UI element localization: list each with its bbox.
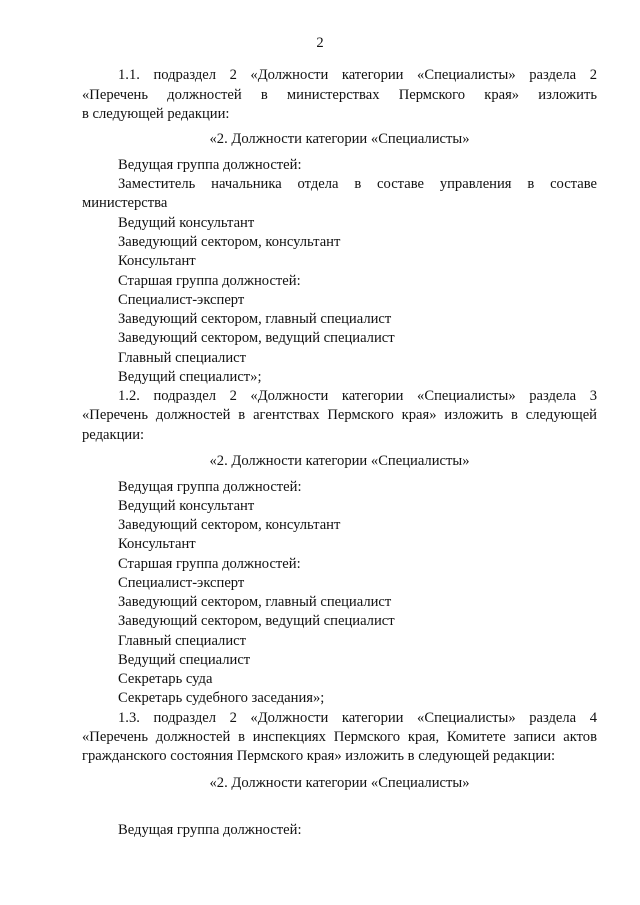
paragraph-1-3-line-1: 1.3. подраздел 2 «Должности категории «Специалисты» раздела 4 [118,710,597,726]
section-heading: «2. Должности категории «Специалисты» [209,775,470,791]
paragraph-1-2-line-2: «Перечень должностей в агентствах Пермского края» изложить в следующей [82,407,597,423]
paragraph-1-2-line-1: 1.2. подраздел 2 «Должности категории «Специалисты» раздела 3 [118,388,597,404]
list-item: Ведущая группа должностей: [118,479,302,495]
list-item: Заведующий сектором, главный специалист [118,311,392,327]
list-item: Ведущая группа должностей: [118,157,302,173]
list-item: Специалист-эксперт [118,292,245,308]
list-item: Заведующий сектором, ведущий специалист [118,330,395,346]
paragraph-1-1-line-3: в следующей редакции: [82,106,230,122]
list-item: Главный специалист [118,350,247,366]
list-item: Старшая группа должностей: [118,556,301,572]
list-item: Ведущий специалист»; [118,369,262,385]
list-item: Специалист-эксперт [118,575,245,591]
list-item: Заведующий сектором, консультант [118,234,341,250]
list-item: Заведующий сектором, консультант [118,517,341,533]
paragraph-1-2-line-3: редакции: [82,427,145,443]
list-item: Заведующий сектором, ведущий специалист [118,613,395,629]
list-item: Старшая группа должностей: [118,273,301,289]
list-item: Ведущий консультант [118,215,255,231]
list-item: Главный специалист [118,633,247,649]
list-item: министерства [82,195,168,211]
list-item: Консультант [118,253,196,269]
paragraph-1-3-line-2: «Перечень должностей в инспекциях Пермского края, Комитете записи актов [82,729,597,745]
page-number: 2 [316,35,324,51]
list-item: Секретарь суда [118,671,213,687]
list-item: Ведущий консультант [118,498,255,514]
paragraph-1-1-line-1: 1.1. подраздел 2 «Должности категории «Специалисты» раздела 2 [118,67,597,83]
paragraph-1-3-line-3: гражданского состояния Пермского края» изложить в следующей редакции: [82,748,556,764]
section-heading: «2. Должности категории «Специалисты» [209,453,470,469]
list-item: Секретарь судебного заседания»; [118,690,325,706]
list-item: Ведущая группа должностей: [118,822,302,838]
list-item: Заместитель начальника отдела в составе управления в составе [118,176,597,192]
list-item: Консультант [118,536,196,552]
paragraph-1-1-line-2: «Перечень должностей в министерствах Пермского края» изложить [82,87,597,103]
list-item: Заведующий сектором, главный специалист [118,594,392,610]
list-item: Ведущий специалист [118,652,251,668]
section-heading: «2. Должности категории «Специалисты» [209,131,470,147]
